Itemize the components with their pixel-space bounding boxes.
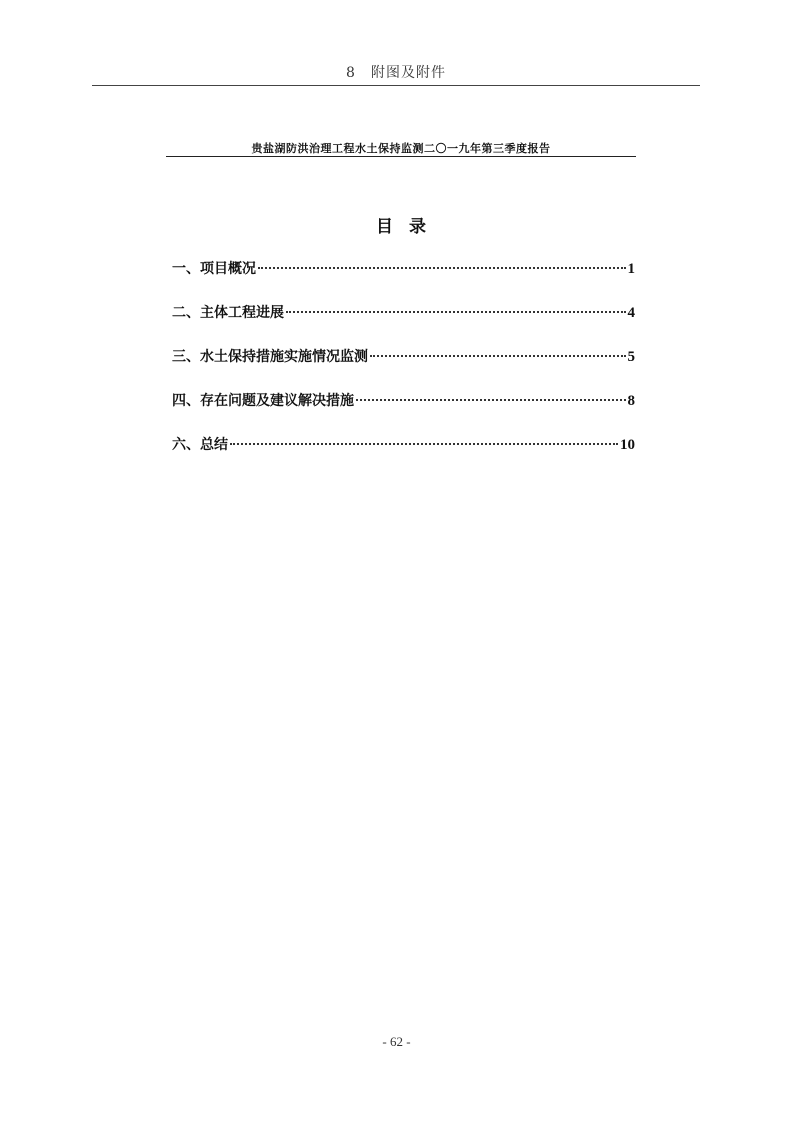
toc-entry-page: 1 [627, 261, 635, 277]
table-of-contents [172, 258, 635, 478]
toc-entry-main-works-progress[interactable] [172, 302, 635, 346]
toc-entry-summary[interactable] [172, 434, 635, 478]
running-header: 8 附图及附件 [346, 65, 446, 81]
toc-heading: 目录 [376, 217, 442, 237]
toc-entry-soil-conservation-monitoring[interactable] [172, 346, 635, 390]
toc-entry-project-overview[interactable] [172, 258, 635, 302]
toc-entry-page: 8 [627, 393, 635, 409]
dot-leader [370, 355, 626, 357]
toc-entry-page: 5 [627, 349, 635, 365]
title-divider [166, 156, 636, 157]
toc-entry-page: 10 [620, 437, 635, 453]
document-title: 贵盐湖防洪治理工程水土保持监测二〇一九年第三季度报告 [251, 142, 551, 155]
toc-entry-label: 四、存在问题及建议解决措施 [172, 393, 354, 409]
toc-entry-label: 一、项目概况 [172, 261, 256, 277]
dot-leader [258, 267, 626, 269]
toc-entry-label: 六、总结 [172, 437, 228, 453]
toc-entry-label: 三、水土保持措施实施情况监测 [172, 349, 368, 365]
toc-entry-label: 二、主体工程进展 [172, 305, 284, 321]
toc-entry-issues-and-suggestions[interactable] [172, 390, 635, 434]
page-number: - 62 - [382, 1034, 411, 1049]
header-divider [92, 85, 700, 86]
dot-leader [286, 311, 626, 313]
toc-entry-page: 4 [627, 305, 635, 321]
dot-leader [356, 399, 626, 401]
dot-leader [230, 443, 618, 445]
